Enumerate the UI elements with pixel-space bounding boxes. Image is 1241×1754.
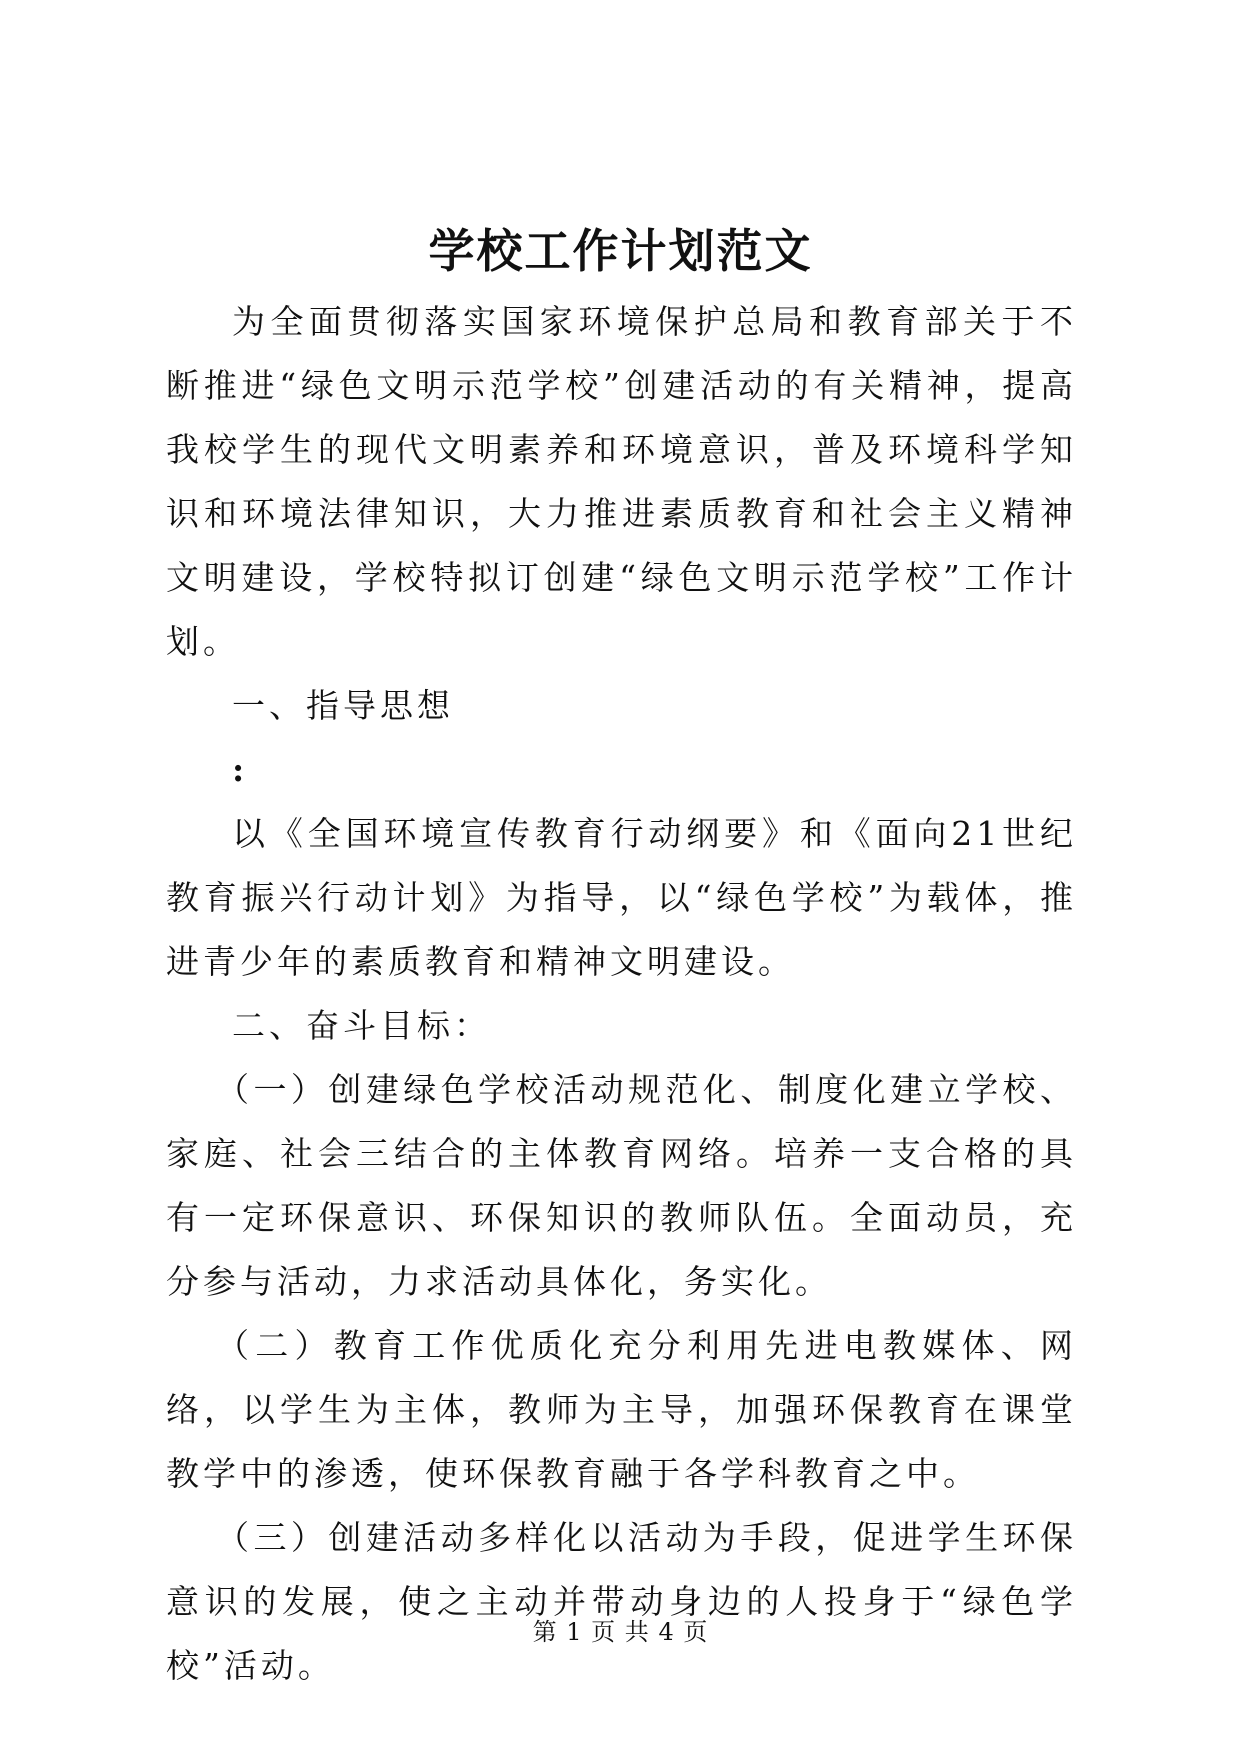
paragraph-guiding-ideology: 以《全国环境宣传教育行动纲要》和《面向21世纪教育振兴行动计划》为指导，以“绿色学校”为载体，推进青少年的素质教育和精神文明建设。: [166, 814, 1077, 981]
page-footer: 第 1 页 共 4 页: [532, 1618, 709, 1646]
heading-guiding-ideology: 一、指导思想: [232, 686, 454, 725]
heading-goals: 二、奋斗目标：: [232, 1006, 491, 1045]
stray-colon: :: [232, 750, 249, 789]
paragraph-goal-1: （一）创建绿色学校活动规范化、制度化建立学校、家庭、社会三结合的主体教育网络。培养一支合格的具有一定环保意识、环保知识的教师队伍。全面动员，充分参与活动，力求活动具体化，务实化。: [166, 1070, 1077, 1301]
document-title: 学校工作计划范文: [428, 224, 813, 278]
paragraph-goal-3: （三）创建活动多样化以活动为手段，促进学生环保意识的发展，使之主动并带动身边的人投身于“绿色学校”活动。: [166, 1518, 1077, 1685]
document-body: [166, 290, 1077, 1698]
paragraph-goal-2: （二）教育工作优质化充分利用先进电教媒体、网络，以学生为主体，教师为主导，加强环保教育在课堂教学中的渗透，使环保教育融于各学科教育之中。: [166, 1326, 1077, 1493]
paragraph-intro: 为全面贯彻落实国家环境保护总局和教育部关于不断推进“绿色文明示范学校”创建活动的有关精神，提高我校学生的现代文明素养和环境意识，普及环境科学知识和环境法律知识，大力推进素质教育和社会主义精神文明建设，学校特拟订创建“绿色文明示范学校”工作计划。: [166, 302, 1077, 661]
